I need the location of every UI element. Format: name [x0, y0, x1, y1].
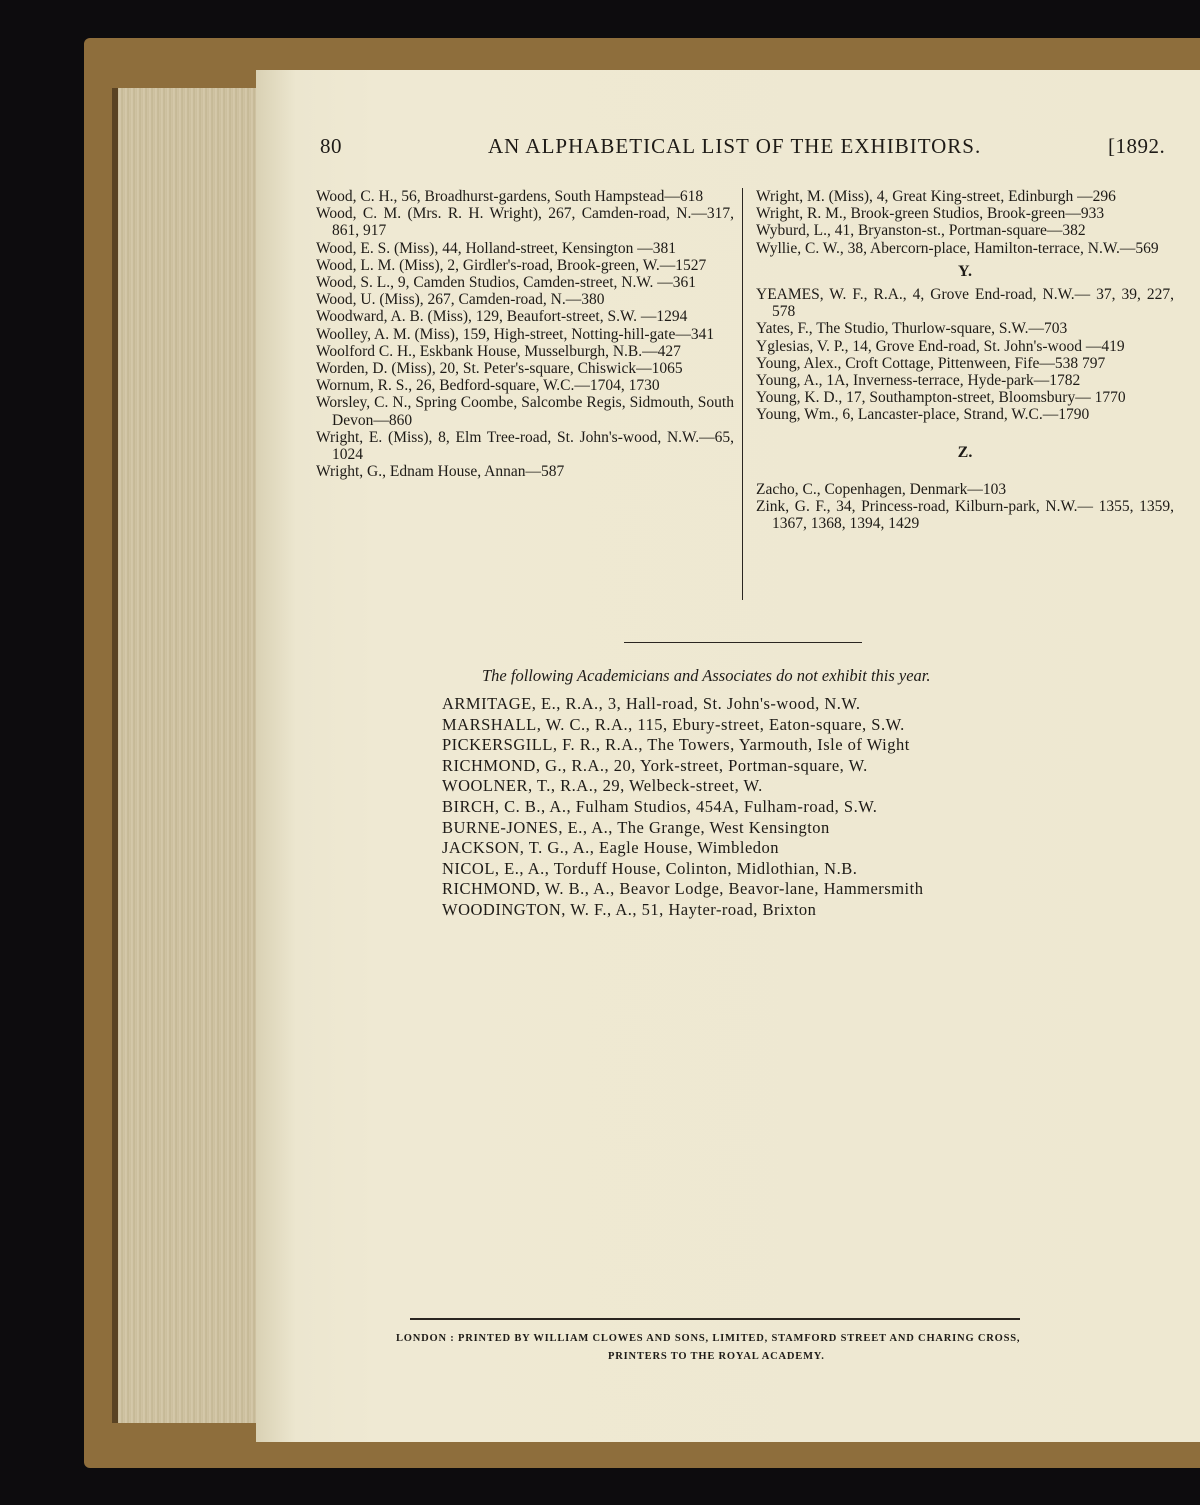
list-entry: Wright, M. (Miss), 4, Great King-street, Edinburgh —296	[756, 188, 1116, 205]
notice-heading: The following Academicians and Associates do not exhibit this year.	[482, 666, 931, 685]
notice-entry: RICHMOND, G., R.A., 20, York-street, Portman-square, W.	[442, 755, 868, 775]
list-entry: Wyllie, C. W., 38, Abercorn-place, Hamilton-terrace, N.W.—569	[756, 239, 1159, 257]
list-entry: Yates, F., The Studio, Thurlow-square, S.W.—703	[756, 320, 1068, 338]
notice-list	[442, 694, 923, 921]
list-entry: Wood, C. H., 56, Broadhurst-gardens, South Hampstead—618	[316, 188, 704, 205]
list-entry: Wood, S. L., 9, Camden Studios, Camden-street, N.W. —361	[316, 274, 697, 292]
list-entry: Wornum, R. S., 26, Bedford-square, W.C.—1704, 1730	[316, 377, 660, 395]
list-entry: Young, Wm., 6, Lancaster-place, Strand, W.C.—1790	[756, 406, 1090, 424]
notice-entry: WOODINGTON, W. F., A., 51, Hayter-road, Brixton	[442, 899, 817, 919]
notice-entry: PICKERSGILL, F. R., R.A., The Towers, Yarmouth, Isle of Wight	[442, 735, 910, 755]
book-page	[256, 70, 1200, 1442]
list-entry: Wright, R. M., Brook-green Studios, Brook-green—933	[756, 205, 1105, 223]
column-divider	[742, 188, 743, 600]
list-entry: Worden, D. (Miss), 20, St. Peter's-square, Chiswick—1065	[316, 360, 683, 378]
list-entry: Wood, U. (Miss), 267, Camden-road, N.—380	[316, 291, 605, 309]
list-entry: Young, A., 1A, Inverness-terrace, Hyde-park—1782	[756, 372, 1081, 390]
printer-line: LONDON : PRINTED BY WILLIAM CLOWES AND SONS, LIMITED, STAMFORD STREET AND CHARING CROSS,	[396, 1333, 1021, 1344]
notice-entry: RICHMOND, W. B., A., Beavor Lodge, Beavor-lane, Hammersmith	[442, 879, 924, 899]
list-entry: Wood, L. M. (Miss), 2, Girdler's-road, Brook-green, W.—1527	[316, 256, 707, 274]
printer-subline: PRINTERS TO THE ROYAL ACADEMY.	[608, 1351, 825, 1362]
list-entry: Zacho, C., Copenhagen, Denmark—103	[756, 480, 1007, 498]
list-entry: Woodward, A. B. (Miss), 129, Beaufort-street, S.W. —1294	[316, 308, 688, 326]
page-year: [1892.	[1108, 134, 1166, 158]
notice-entry: JACKSON, T. G., A., Eagle House, Wimbledon	[442, 838, 780, 858]
section-divider	[624, 642, 862, 643]
list-entry: Young, K. D., 17, Southampton-street, Bloomsbury— 1770	[756, 389, 1126, 407]
left-column	[316, 188, 734, 480]
right-column	[756, 188, 1174, 532]
section-letter-z: Z.	[957, 443, 973, 461]
list-entry: Woolley, A. M. (Miss), 159, High-street, Notting-hill-gate—341	[316, 325, 715, 343]
list-entry: Wyburd, L., 41, Bryanston-st., Portman-square—382	[756, 222, 1086, 240]
notice-entry: ARMITAGE, E., R.A., 3, Hall-road, St. John's-wood, N.W.	[442, 694, 861, 713]
notice-entry: BIRCH, C. B., A., Fulham Studios, 454A, Fulham-road, S.W.	[442, 796, 878, 816]
notice-entry: WOOLNER, T., R.A., 29, Welbeck-street, W.	[442, 776, 763, 796]
list-entry: Zink, G. F., 34, Princess-road, Kilburn-park, N.W.— 1355, 1359, 1367, 1368, 1394, 1429	[756, 498, 1174, 533]
page-number: 80	[320, 134, 342, 158]
list-entry: Wood, E. S. (Miss), 44, Holland-street, Kensington —381	[316, 239, 676, 257]
list-entry: YEAMES, W. F., R.A., 4, Grove End-road, N.W.— 37, 39, 227, 578	[756, 286, 1174, 321]
list-entry: Worsley, C. N., Spring Coombe, Salcombe Regis, Sidmouth, South Devon—860	[316, 394, 734, 429]
notice-entry: MARSHALL, W. C., R.A., 115, Ebury-street, Eaton-square, S.W.	[442, 714, 905, 734]
notice-entry: NICOL, E., A., Torduff House, Colinton, Midlothian, N.B.	[442, 858, 858, 878]
list-entry: Woolford C. H., Eskbank House, Musselburgh, N.B.—427	[316, 342, 681, 360]
section-letter-y: Y.	[957, 262, 973, 280]
list-entry: Yglesias, V. P., 14, Grove End-road, St. John's-wood —419	[756, 337, 1125, 355]
notice-entry: BURNE-JONES, E., A., The Grange, West Kensington	[442, 817, 830, 837]
list-entry: Wright, G., Ednam House, Annan—587	[316, 463, 565, 481]
list-entry: Young, Alex., Croft Cottage, Pittenween, Fife—538 797	[756, 354, 1106, 372]
page-edges	[112, 88, 266, 1423]
list-entry: Wright, E. (Miss), 8, Elm Tree-road, St. John's-wood, N.W.—65, 1024	[316, 428, 734, 464]
list-entry: Wood, C. M. (Mrs. R. H. Wright), 267, Camden-road, N.—317, 861, 917	[316, 205, 734, 240]
running-title: AN ALPHABETICAL LIST OF THE EXHIBITORS.	[488, 134, 982, 158]
